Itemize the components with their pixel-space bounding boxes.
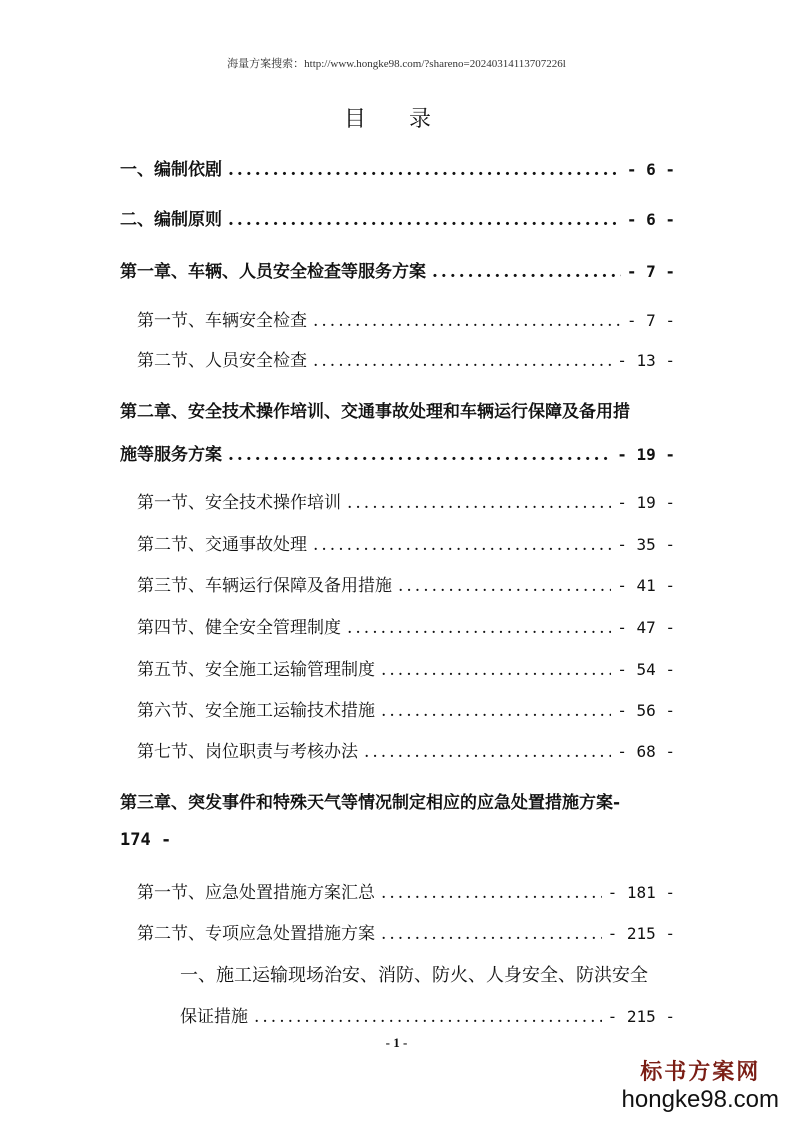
toc-entry-page: - 19 - (617, 445, 675, 464)
toc-entry-page: - 13 - (617, 351, 675, 370)
leader-dots (347, 493, 611, 513)
leader-dots (381, 660, 611, 680)
leader-dots (381, 924, 602, 944)
leader-dots (228, 445, 611, 465)
leader-dots (381, 701, 611, 721)
toc-entry-label: 第一节、应急处置措施方案汇总 (137, 883, 375, 903)
toc-entry[interactable] (137, 878, 675, 903)
toc-entry-label: 第二节、交通事故处理 (137, 535, 307, 555)
leader-dots (228, 160, 621, 180)
toc-entry[interactable] (137, 655, 675, 680)
toc-entry-page: - 181 - (607, 883, 675, 902)
toc-title: 目 录 (344, 107, 449, 132)
toc-entry-label[interactable]: 第三章、突发事件和特殊天气等情况制定相应的应急处置措施方案- (120, 793, 621, 813)
toc-entry-page: - 19 - (617, 493, 675, 512)
toc-entry-label: 第一节、安全技术操作培训 (137, 493, 341, 513)
toc-entry-label: 一、编制依剧 (120, 160, 222, 180)
toc-entry-label: 第二节、人员安全检查 (137, 351, 307, 371)
toc-entry-label: 第七节、岗位职责与考核办法 (137, 742, 358, 762)
page-header-url: 海量方案搜索：http://www.hongke98.com/?shareno=20240314113707226l (227, 58, 566, 70)
toc-entry[interactable] (137, 696, 675, 721)
toc-entry-page: - 47 - (617, 618, 675, 637)
toc-entry-page: - 6 - (626, 210, 675, 229)
toc-entry-label: 第一节、车辆安全检查 (137, 311, 307, 331)
watermark-cn: 标书方案网 (640, 1059, 761, 1085)
leader-dots (228, 210, 621, 230)
leader-dots (313, 311, 621, 331)
toc-entry[interactable] (137, 488, 675, 513)
toc-entry-label[interactable]: 一、施工运输现场治安、消防、防火、人身安全、防洪安全 (180, 965, 648, 986)
toc-entry-label: 第三节、车辆运行保障及备用措施 (137, 576, 392, 596)
toc-entry-label: 第二节、专项应急处置措施方案 (137, 924, 375, 944)
leader-dots (313, 535, 611, 555)
toc-entry-label: 第四节、健全安全管理制度 (137, 618, 341, 638)
toc-entry-page: - 41 - (617, 576, 675, 595)
toc-entry[interactable] (137, 919, 675, 944)
toc-entry[interactable] (120, 440, 675, 465)
toc-entry-label: 第五节、安全施工运输管理制度 (137, 660, 375, 680)
toc-entry-page: - 68 - (617, 742, 675, 761)
toc-entry[interactable] (137, 737, 675, 762)
leader-dots (381, 883, 602, 903)
toc-entry[interactable] (120, 257, 675, 282)
toc-entry[interactable] (137, 530, 675, 555)
toc-entry[interactable] (137, 613, 675, 638)
leader-dots (364, 742, 611, 762)
toc-entry-page: - 56 - (617, 701, 675, 720)
toc-entry[interactable] (120, 155, 675, 180)
toc-entry[interactable] (137, 346, 675, 371)
toc-entry[interactable] (180, 1002, 675, 1027)
toc-entry-page: - 7 - (626, 311, 675, 330)
toc-entry-page: - 54 - (617, 660, 675, 679)
watermark-en: hongke98.com (621, 1086, 779, 1113)
toc-entry-continuation: 174 - (120, 830, 172, 850)
toc-entry-page: - 35 - (617, 535, 675, 554)
toc-entry[interactable] (120, 205, 675, 230)
toc-entry-label: 第六节、安全施工运输技术措施 (137, 701, 375, 721)
page-number: - 1 - (385, 1035, 408, 1050)
toc-entry-label: 第一章、车辆、人员安全检查等服务方案 (120, 262, 426, 282)
leader-dots (432, 262, 621, 282)
leader-dots (398, 576, 611, 596)
leader-dots (254, 1007, 602, 1027)
toc-entry[interactable] (137, 571, 675, 596)
toc-entry-label: 二、编制原则 (120, 210, 222, 230)
watermark-logo (622, 1055, 779, 1114)
toc-entry-page: - 7 - (626, 262, 675, 281)
leader-dots (347, 618, 611, 638)
toc-entry-continuation: 施等服务方案 (120, 445, 222, 465)
toc-entry-continuation: 保证措施 (180, 1007, 248, 1027)
toc-entry-label[interactable]: 第二章、安全技术操作培训、交通事故处理和车辆运行保障及备用措 (120, 402, 630, 422)
toc-entry-page: - 215 - (607, 1007, 675, 1026)
toc-entry[interactable] (137, 306, 675, 331)
toc-entry-page: - 6 - (626, 160, 675, 179)
leader-dots (313, 351, 611, 371)
toc-entry-page: - 215 - (607, 924, 675, 943)
